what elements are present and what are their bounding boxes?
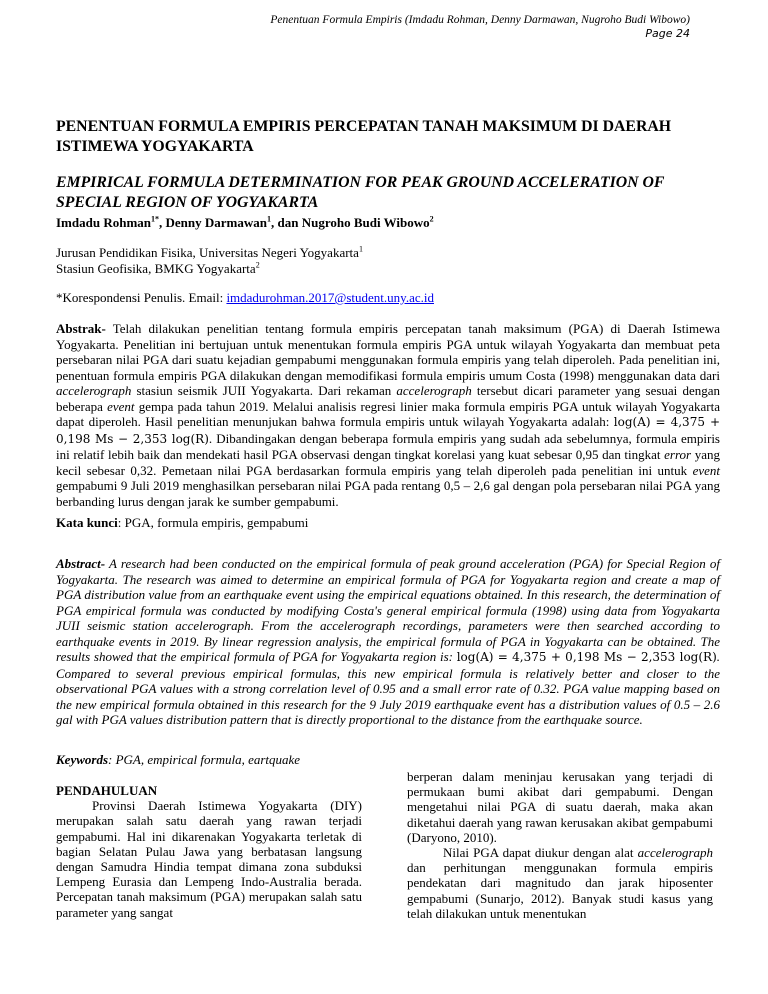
body-paragraph: berperan dalam meninjau kerusakan yang terjadi di permukaan bumi akibat dari gempabumi. Dengan mengetahui nilai PGA di suatu daerah, maka akan diketahui daerah yang rawan kerusakan akibat gempabumi (Daryono, 2010). [407,769,713,845]
page-number: Page 24 [645,27,690,40]
affiliations [56,245,363,277]
affiliation-item [56,245,363,261]
running-header [270,13,690,41]
kata-kunci [56,515,308,531]
abstract-text: gempa pada tahun 2019. Melalui analisis regresi linier maka formula empiris PGA untuk wilayah Yogyakarta dapat diperoleh. Hasil penelitian menunjukan bahwa formula empiris untuk wilayah Yogyakarta adalah: [56,398,720,429]
kata-kunci-label: Kata kunci [56,515,118,530]
abstract-italic-term: accelerograph [396,383,472,398]
abstract-italic-term: accelerograph [56,383,132,398]
abstract-en-text: A research had been conducted on the empirical formula of peak ground acceleration (PGA) for Special Region of Yogyakarta. The research was aimed to determine an empirical formula of PGA for Yogyakarta region and create a map of PGA distribution value from an earthquake event using the empirical equations obtained. In this research, the determination of PGA empirical formula was conducted by modifying Costa's general empirical formula (1998) using data from Yogyakarta JUII seismic station accelerograph. From the accelerograph recordings, parameters were then searched according to earthquake events in 2019. By linear regression analysis, the empirical formula of PGA in Yogyakarta can be obtained. The results showed that the empirical formula of PGA for Yogyakarta region is: [56,556,720,664]
affiliation-mark: 2 [255,260,260,270]
keywords [56,752,300,768]
body-column-left [56,783,362,920]
email-link[interactable]: imdadurohman.2017@student.uny.ac.id [226,290,434,305]
keywords-label: Keywords [56,752,108,767]
section-heading: PENDAHULUAN [56,783,158,798]
abstract-italic-term: event [107,398,135,414]
abstract-text: gempabumi 9 Juli 2019 menghasilkan persebaran nilai PGA pada rentang 0,5 – 2,6 gal dengan pola persebaran nilai PGA yang berbanding lurus dengan jarak ke sumber gempabumi. [56,478,720,509]
kata-kunci-text: : PGA, formula empiris, gempabumi [117,515,309,530]
author-name: Denny Darmawan [165,215,267,230]
abstract-italic-term: event [692,462,720,478]
paper-title-indonesian: PENENTUAN FORMULA EMPIRIS PERCEPATAN TANAH MAKSIMUM DI DAERAH ISTIMEWA YOGYAKARTA [56,118,672,155]
pga-formula-en: log(A) = 4,375 + 0,198 Ms − 2,353 log(R) [456,650,717,664]
affiliation-mark: 1 [358,244,363,254]
author-separator: , [159,215,166,230]
affiliation-text: Stasiun Geofisika, BMKG Yogyakarta [56,261,256,276]
author-separator: , dan [271,215,302,230]
affiliation-text: Jurusan Pendidikan Fisika, Universitas Negeri Yogyakarta [56,245,359,260]
body-paragraph: Provinsi Daerah Istimewa Yogyakarta (DIY) merupakan salah satu daerah yang rawan terjadi gempabumi. Hal ini dikarenakan Yogyakarta terletak di bagian Selatan Pulau Jawa yang berbatasan langsung dengan Samudra Hindia tempat dimana zona subduksi Lempeng Eurasia dan Lempeng Indo-Australia berada. Percepatan tanah maksimum (PGA) merupakan salah satu parameter yang sangat [56,798,362,920]
abstract-text: . Dibandingakan dengan beberapa formula empiris yang sudah ada sebelumnya, formula empiris ini relatif lebih baik dan mendekati hasil PGA observasi dengan tingkat korelasi yang kuat sebesar 0,95 dan tingkat [56,430,720,462]
body-column-right [407,769,713,921]
abstract-english [56,556,720,728]
author-affiliation-mark: 1 [267,214,271,224]
abstract-text: Telah dilakukan penelitian tentang formula empiris percepatan tanah maksimum (PGA) di Daerah Istimewa Yogyakarta. Penelitian ini bertujuan untuk menentukan formula empiris PGA untuk wilayah Yogyakarta dan membuat peta persebaran nilai PGA dari suatu kejadian gempabumi menggunakan formula empiris yang telah diperoleh. Pada penelitian ini, penentuan formula empiris PGA dilakukan dengan memodifikasi formula empiris umum Costa (1998) menggunakan data dari [56,321,720,383]
body-paragraph [407,845,713,921]
abstract-en-label: Abstract- [56,556,106,571]
body-text: Nilai PGA dapat diukur dengan alat [443,845,638,861]
affiliation-item [56,261,363,277]
author-affiliation-mark: 2 [429,214,434,224]
correspondence-label: *Korespondensi Penulis. Email: [56,290,227,305]
pga-formula: log(A) = 4,375 + 0,198 Ms − 2,353 log(R) [56,415,721,446]
running-title: Penentuan Formula Empiris (Imdadu Rohman, Denny Darmawan, Nugroho Budi Wibowo) [270,14,690,26]
author-list [56,215,434,231]
abstract-text: yang kecil sebesar 0,32. Pemetaan nilai PGA berdasarkan formula empiris yang telah diperoleh pada penelitian ini untuk [56,447,720,478]
paper-title-english: EMPIRICAL FORMULA DETERMINATION FOR PEAK GROUND ACCELERATION OF SPECIAL REGION OF YOGYAKARTA [56,174,665,211]
body-text: dan perhitungan menggunakan formula empiris pendekatan dari magnitudo dan jarak hiposenter gempabumi (Sunarjo, 2012). Banyak studi kasus yang telah dilakukan untuk menentukan [407,860,713,921]
correspondence [56,290,434,306]
author-name: Nugroho Budi Wibowo [301,215,430,230]
author-name: Imdadu Rohman [56,215,152,230]
abstract-text: stasiun seismik JUII Yogyakarta. Dari rekaman [131,383,397,398]
body-italic-term: accelerograph [637,845,713,861]
keywords-text: : PGA, empirical formula, eartquake [108,752,301,767]
abstract-text: tersebut dicari parameter yang sesuai dengan beberapa [56,383,720,414]
author-affiliation-mark: 1* [151,214,160,224]
abstract-indonesian [56,321,720,509]
abstract-italic-term: error [664,447,692,462]
abstract-label: Abstrak- [56,321,106,336]
abstract-en-text: . Compared to several previous empirical formulas, this new empirical formula is relatively better and closer to the observational PGA values with a strong correlation level of 0.95 and a small error rate of 0.32. PGA value mapping based on the new empirical formula obtained in this research for the 9 July 2019 earthquake event has a distribution values of 0.5 – 2.6 gal with PGA values distribution pattern that is directly proportional to the distance from the earthquake source. [56,649,721,727]
